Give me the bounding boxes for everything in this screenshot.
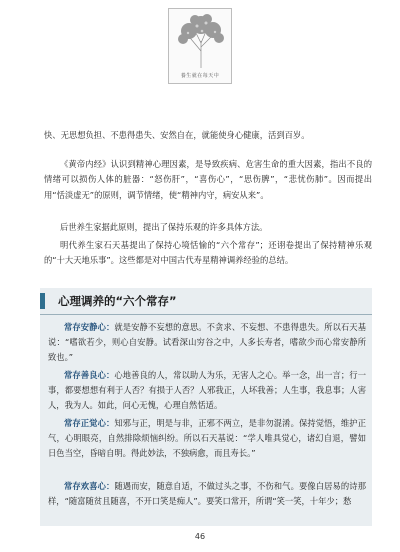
item-lead: 常存正觉心： (64, 418, 115, 428)
body-paragraph-1: 快、无思想负担、不患得患失、安然自在，就能使身心健康，活到百岁。 (44, 130, 310, 140)
title-accent-bar (40, 293, 45, 309)
item-lead: 常存欢喜心： (64, 481, 115, 491)
item-text: 心地善良的人，常以助人为乐，无害人之心。举一念，出一言；行一事，都要想想有利于人否？有损于人否？人邪我正，人坏我善；人生事，我息事；人害人，我为人。如此，问心无愧，心理自然恬适。 (48, 370, 366, 411)
section-title: 心理调养的“六个常存” (58, 294, 177, 308)
body-paragraph-2: 《黄帝内经》认识到精神心理因素，是导致疾病、危害生命的重大因素，指出不良的情绪可以损伤人体的脏器：“怒伤肝”，“喜伤心”，“思伤脾”，“悲忧伤肺”。因而提出用“恬淡虚无”的原则，调节情绪，使“精神内守，病安从来”。 (44, 159, 372, 200)
body-paragraph-3: 后世养生家据此原则，提出了保持乐观的许多具体方法。 (60, 222, 268, 232)
header-emblem (168, 8, 232, 84)
section-item (48, 479, 366, 509)
item-text: 知邪与正，明是与非，正邪不两立，是非勿混淆。保持觉悟，维护正气，心明眼亮，自然排除烦恼纠纷。所以石天基说：“学人唯具觉心，诸幻自退，譬如日色当空，昏暗自明。得此妙法，不独病愈，而且寿长。” (48, 418, 366, 459)
emblem-caption: 養生就在每天中 (180, 73, 220, 79)
section-item (48, 368, 366, 413)
six-constants-section (40, 288, 372, 526)
body-paragraph-4: 明代养生家石天基提出了保持心境恬愉的“六个常存”；还诩卷提出了保持精神乐观的“十大天地乐事”。这些都是对中国古代寿星精神调养经验的总结。 (44, 240, 372, 266)
section-item (48, 320, 366, 365)
item-text: 就是安静不妄想的意思。不贪求、不妄想、不患得患失。所以石天基说：“嗜欲若少，则心自安静。试看深山穷谷之中，人多长寿者，嗜欲少而心常安静所致也。” (48, 322, 366, 363)
page-number: 46 (194, 532, 206, 541)
section-item (48, 416, 366, 461)
item-lead: 常存安静心： (64, 322, 115, 332)
section-title-bar (40, 288, 372, 315)
item-lead: 常存善良心： (64, 370, 115, 380)
item-text: 随遇而安，随意自适，不做过头之事，不伤和气。要像白居易的诗那样，“随富随贫且随喜，不开口笑是痴人”。要笑口常开，所谓“笑一笑，十年少；愁 (48, 481, 366, 507)
tree-icon (173, 11, 229, 69)
